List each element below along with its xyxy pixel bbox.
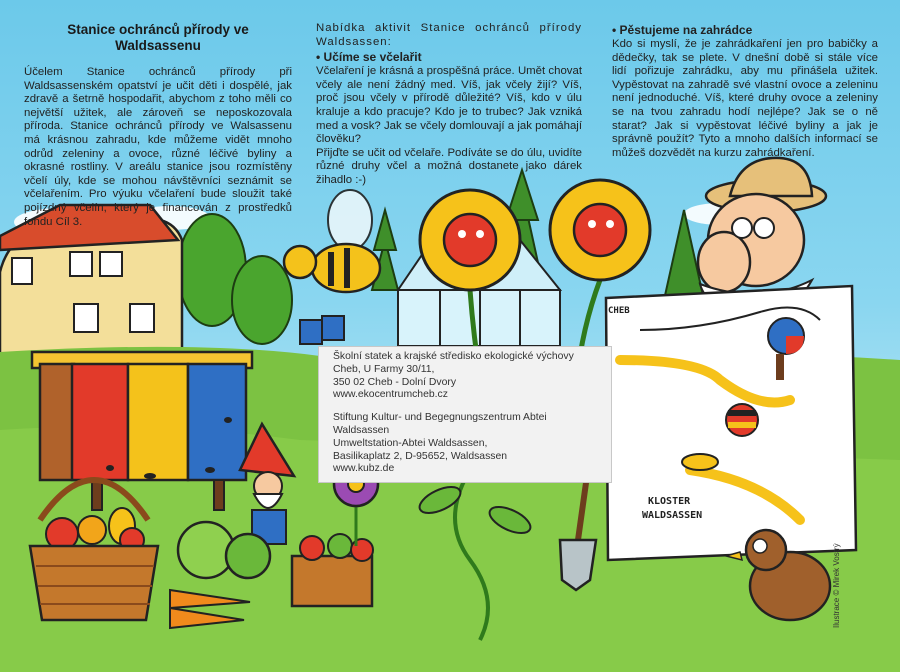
de-website[interactable]: www.kubz.de (333, 463, 395, 475)
beekeeping-invite: Přijďte se učit od včelaře. Podíváte se do úlu, uvidíte různé druhy včel a možná dostanete jako dárek žihadlo :-) (316, 146, 582, 186)
cz-org-name: Školní statek a krajské středisko ekologické výchovy (333, 351, 574, 362)
activities-intro: Nabídka aktivit Stanice ochránců přírody Waldsassen: (316, 22, 582, 48)
map-label-kloster: KLOSTER (648, 496, 691, 507)
contact-address-box (318, 346, 612, 483)
beekeeping-heading: • Učíme se včelařit (316, 50, 422, 65)
de-city: Basilikaplatz 2, D-95652, Waldsassen (333, 450, 508, 462)
map-label-waldsassen: WALDSASSEN (642, 510, 703, 521)
de-org-name: Stiftung Kultur- und Begegnungszentrum Abtei Waldsassen (333, 412, 547, 436)
cz-street: Cheb, U Farmy 30/11, (333, 363, 435, 375)
beekeeping-text: Včelaření je krásná a prospěšná práce. Umět chovat včely ale není žádný med. Víš, jak včely žijí? Víš, proč jsou včely v přírodě důležité? Víš, kdo v úlu kraluje a kdo pracuje? Kdo je to trubec? Jak vzniká med a vosk? Jak se včely domlouvají a jak pomáhají člověku? (316, 65, 582, 146)
station-description: Účelem Stanice ochránců přírody při Waldsassenském opatství je učit děti i dospělé, jak zdravě a šetrně hospodařit, abychom z toho měli co největší užitek, ale zároveň se neposkozovala příroda. Stanice ochránců přírody ve Walsassenu má krásnou zahradu, kde můžeme vidět mnoho odrůd zeleniny a ovoce, různé léčivé byliny a okrasné rostliny. V areálu stanice jsou rozmístěny včelí úly, kde se mohou návštěvníci seznámit se včelařením. Pro výuku včelaření bude sloužit také pojízdný včelín, který je financován z prostředků fondu Cíl 3. (24, 66, 292, 228)
cartoon-bee (284, 190, 380, 344)
cz-website[interactable]: www.ekocentrumcheb.cz (333, 389, 448, 401)
gardening-heading: • Pěstujeme na zahrádce (612, 23, 753, 37)
column-station-intro (24, 22, 292, 229)
illustration-credit: Ilustrace © Mirek Vostrý (832, 543, 841, 628)
column-beekeeping (316, 22, 582, 188)
gardening-text: Kdo si myslí, že je zahrádkaření jen pro babičky a dědečky, tak se plete. V dnešní době si stále více lidí pořizuje zahrádku, aby mu přinášela užitek. Vypěstovat na zahradě své vlastní ovoce a zeleninu není jednoduché. Víš, které druhy ovoce a zeleniny se na tvou zahradu hodí nejlépe? Jak se o ně starat? Jak si vypěstovat léčivé byliny a jak je správně použít? Tyto a mnoho dalších informací se můžeš dozvědět na kurzu zahrádkaření. (612, 38, 878, 159)
cz-city: 350 02 Cheb - Dolní Dvory (333, 376, 457, 388)
station-title: Stanice ochránců přírody ve Waldsassenu (67, 22, 249, 53)
column-gardening (612, 22, 878, 160)
de-station: Umweltstation-Abtei Waldsassen, (333, 437, 488, 449)
map-label-cheb: CHEB (608, 306, 630, 316)
